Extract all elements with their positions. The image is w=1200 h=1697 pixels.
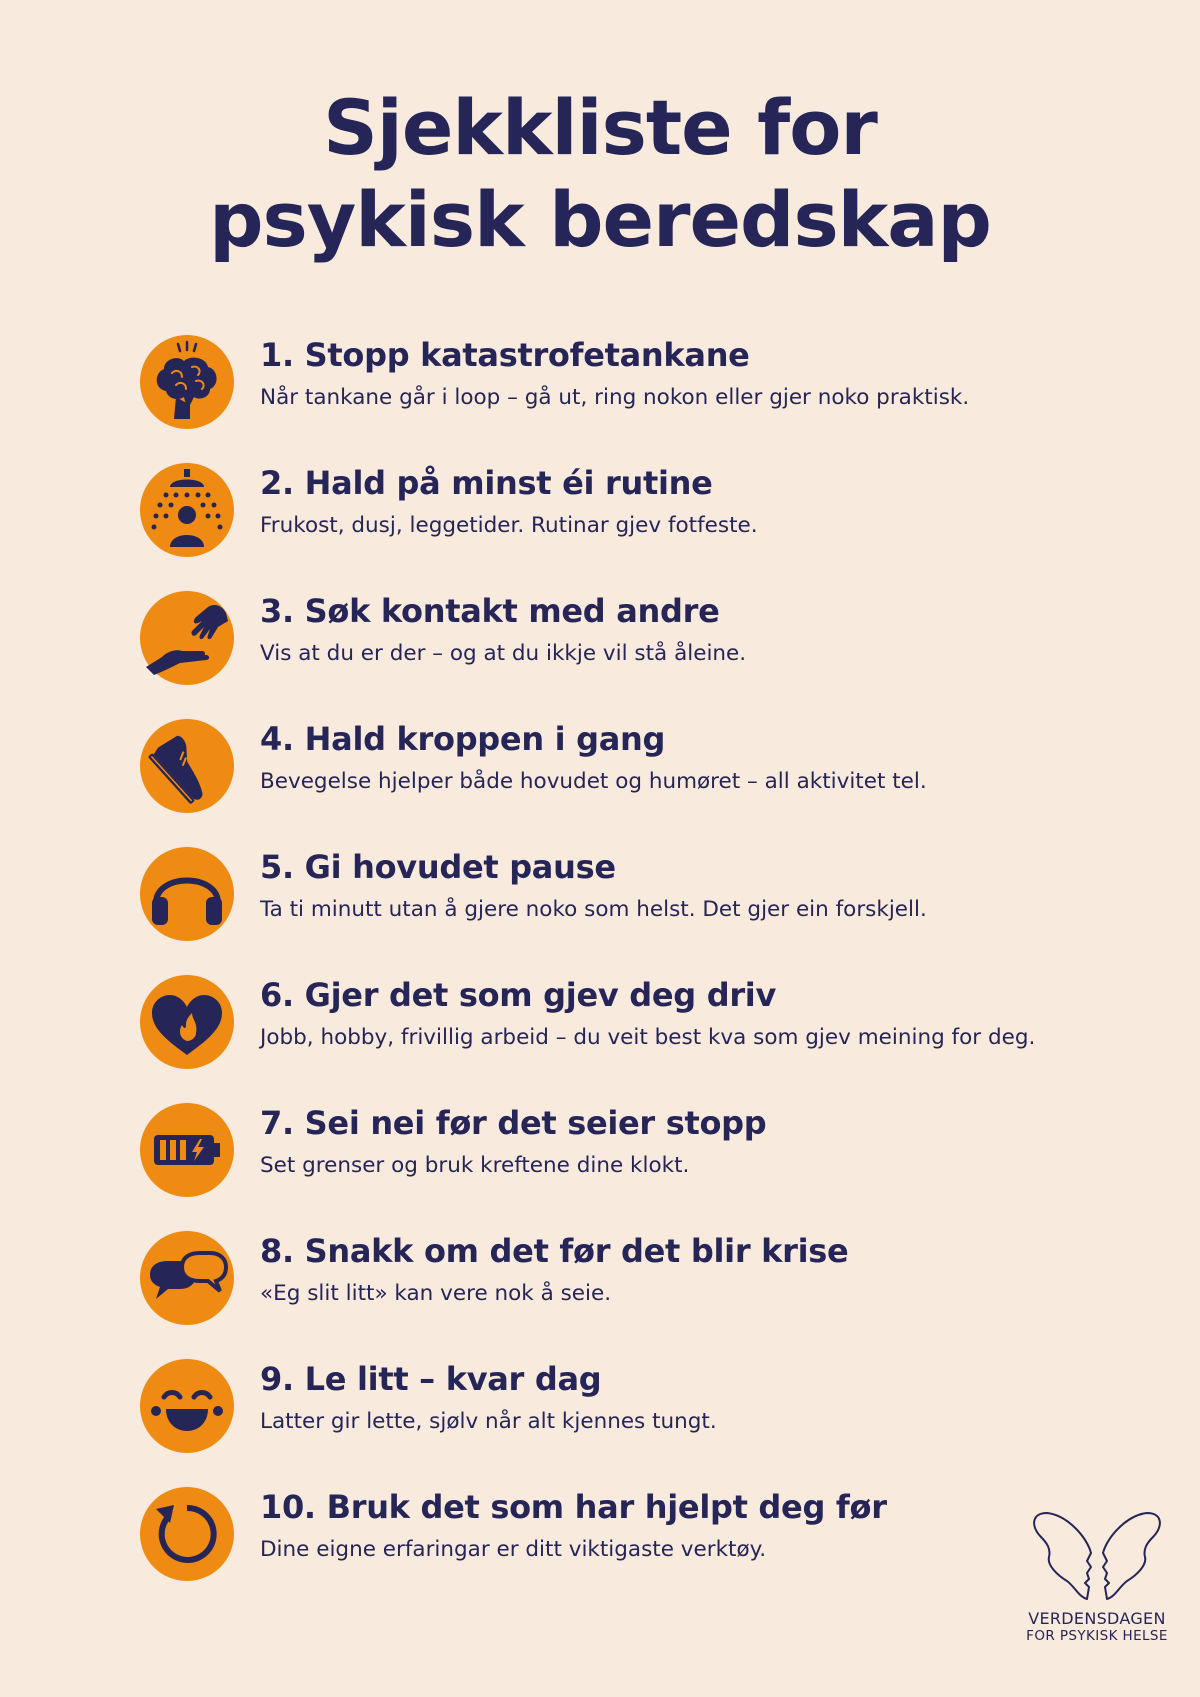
checklist-item-7 [140,1103,1180,1203]
item-title: 3. Søk kontakt med andre [260,592,720,630]
item-title: 10. Bruk det som har hjelpt deg før [260,1488,887,1526]
verdensdagen-logo [1012,1505,1182,1655]
title-line-1: Sjekkliste for [323,83,877,172]
checklist-item-8 [140,1231,1180,1331]
shower-icon [140,463,234,557]
item-description: Jobb, hobby, frivillig arbeid – du veit best kva som gjev meining for deg. [260,1025,1036,1050]
logo-line-1: VERDENSDAGEN [1028,1609,1166,1628]
heart-flame-icon [140,975,234,1069]
checklist-item-6 [140,975,1180,1075]
item-title: 4. Hald kroppen i gang [260,720,666,758]
item-description: Ta ti minutt utan å gjere noko som helst. Det gjer ein forskjell. [260,897,927,922]
page-title [0,82,1200,266]
checklist-item-1 [140,335,1180,435]
item-title: 5. Gi hovudet pause [260,848,616,886]
logo-line-2: FOR PSYKISK HELSE [1026,1628,1168,1644]
speech-bubbles-icon [140,1231,234,1325]
item-description: Frukost, dusj, leggetider. Rutinar gjev fotfeste. [260,513,758,538]
brain-icon [140,335,234,429]
laughing-face-icon [140,1359,234,1453]
item-description: Vis at du er der – og at du ikkje vil stå åleine. [260,641,747,666]
item-description: Latter gir lette, sjølv når alt kjennes tungt. [260,1409,717,1434]
checklist-item-2 [140,463,1180,563]
refresh-circle-icon [140,1487,234,1581]
item-title: 7. Sei nei før det seier stopp [260,1104,767,1142]
headphones-icon [140,847,234,941]
sneaker-icon [140,719,234,813]
checklist-item-3 [140,591,1180,691]
item-description: «Eg slit litt» kan vere nok å seie. [260,1281,612,1306]
item-description: Set grenser og bruk kreftene dine klokt. [260,1153,690,1178]
checklist-item-5 [140,847,1180,947]
item-description: Dine eigne erfaringar er ditt viktigaste verktøy. [260,1537,767,1562]
item-description: Bevegelse hjelper både hovudet og humøret – all aktivitet tel. [260,769,927,794]
reaching-hands-icon [140,591,234,685]
item-description: Når tankane går i loop – gå ut, ring nokon eller gjer noko praktisk. [260,385,970,410]
item-title: 1. Stopp katastrofetankane [260,336,750,374]
checklist-item-4 [140,719,1180,819]
title-line-2: psykisk beredskap [209,175,991,264]
item-title: 6. Gjer det som gjev deg driv [260,976,777,1014]
item-title: 2. Hald på minst éi rutine [260,464,713,502]
battery-icon [140,1103,234,1197]
item-title: 9. Le litt – kvar dag [260,1360,602,1398]
butterfly-faces-icon [1027,1505,1167,1605]
item-title: 8. Snakk om det før det blir krise [260,1232,849,1270]
checklist-item-9 [140,1359,1180,1459]
